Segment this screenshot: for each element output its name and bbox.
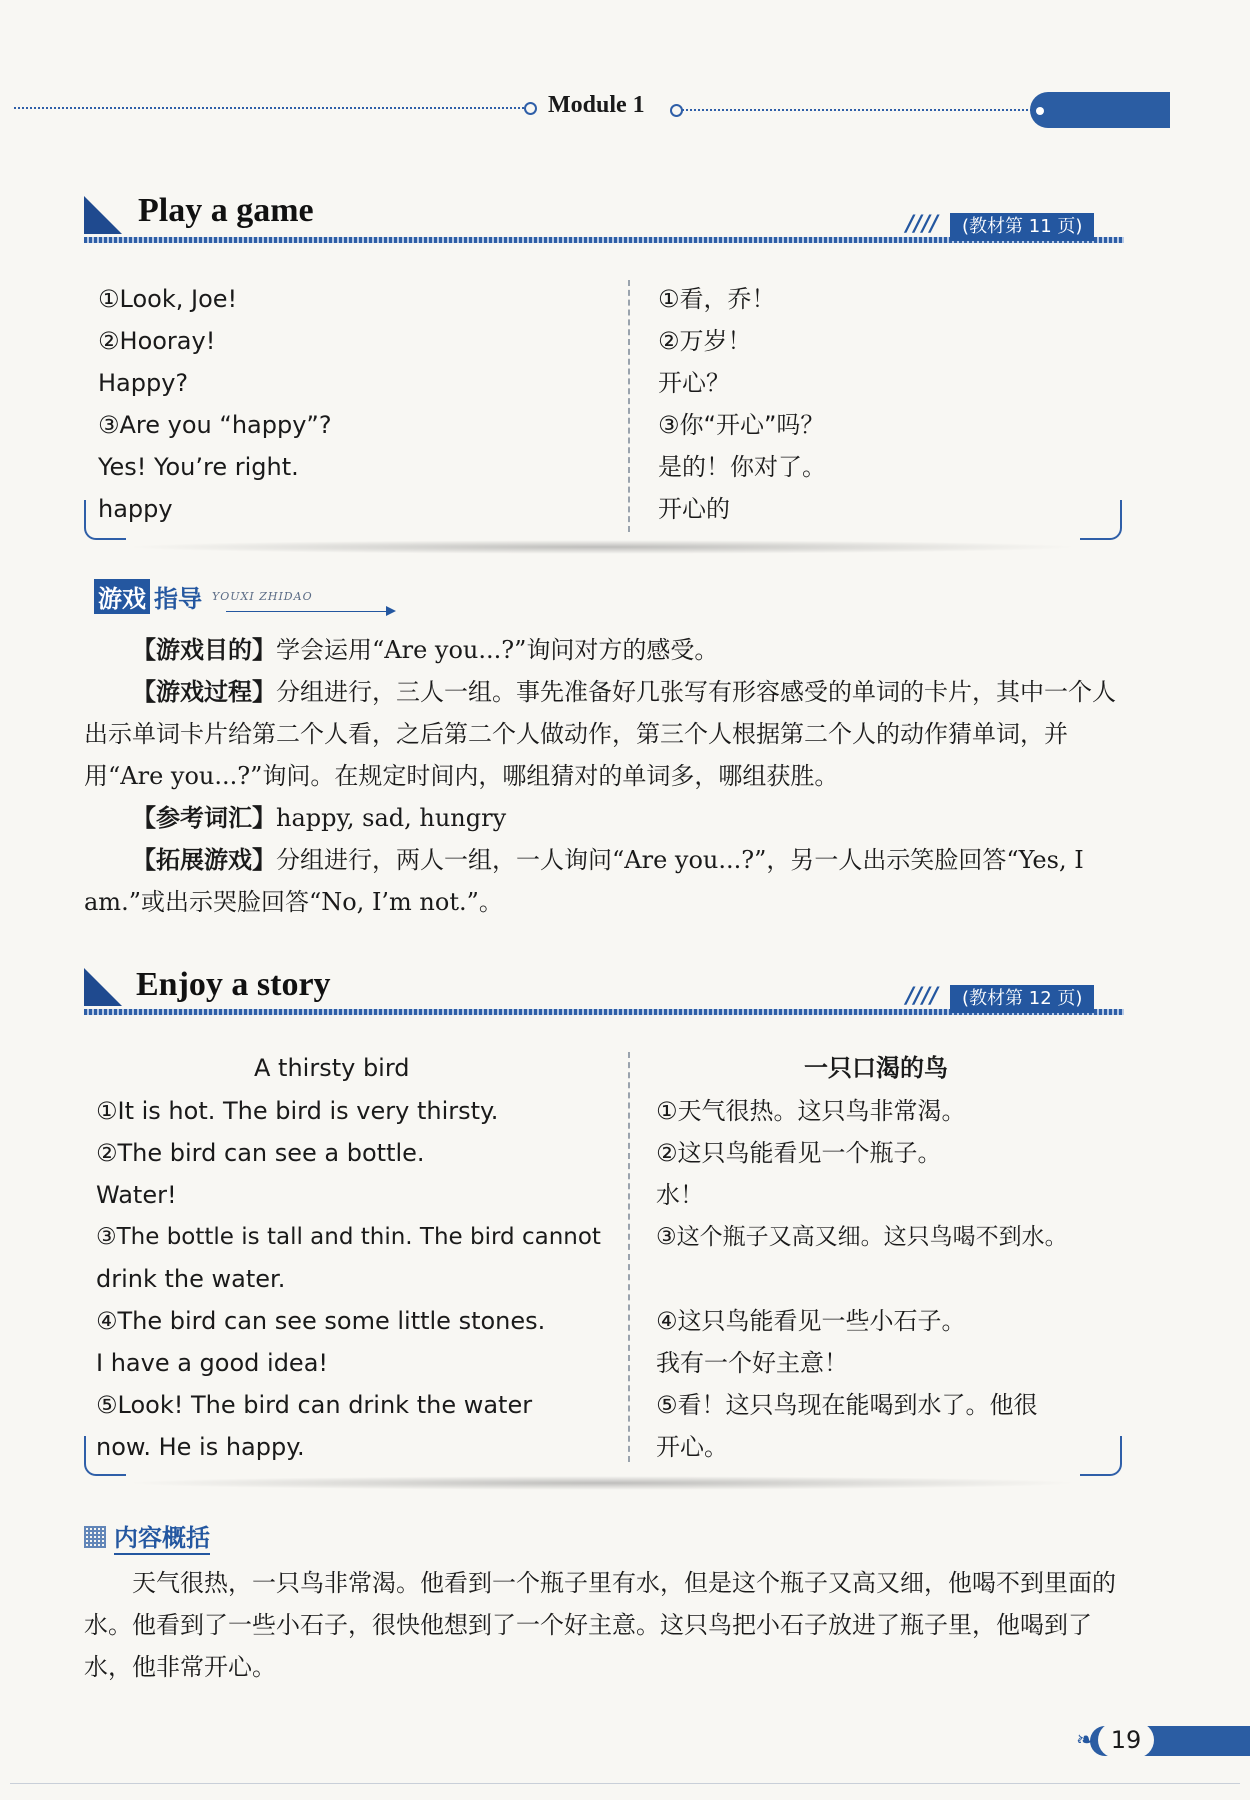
guide-extend-tag: 【拓展游戏】 <box>132 846 276 874</box>
story-line-zh: 开心。 <box>656 1433 728 1461</box>
story-line-zh: ②这只鸟能看见一个瓶子。 <box>656 1139 942 1167</box>
header-rule-right <box>682 109 1032 111</box>
dialogue-line-en: ③Are you “happy”? <box>98 411 332 439</box>
box-shadow <box>124 540 1080 554</box>
story-title-en: A thirsty bird <box>254 1054 410 1082</box>
summary-title: 内容概括 <box>114 1518 210 1555</box>
section-triangle-icon <box>84 196 122 234</box>
ref-slash-icon: //// <box>906 984 939 1009</box>
dialogue-line-zh: ③你“开心”吗？ <box>658 411 825 439</box>
module-title: Module 1 <box>548 92 645 118</box>
ref-slash-icon: //// <box>906 212 939 237</box>
story-line-en: ②The bird can see a bottle. <box>96 1139 425 1167</box>
story-line-zh: 我有一个好主意！ <box>656 1349 848 1377</box>
story-line-zh: 水！ <box>656 1181 704 1209</box>
header-rule-left <box>14 107 524 109</box>
guide-goal-text: 学会运用“Are you...?”询问对方的感受。 <box>276 636 719 664</box>
guide-goal <box>84 629 1124 671</box>
box-corner-right <box>1080 500 1122 540</box>
guide-process-text: 分组进行，三人一组。事先准备好几张写有形容感受的单词的卡片，其中一个人出示单词卡片给第二个人看，之后第二个人做动作，第三个人根据第二个人的动作猜单词，并用“Are you...?”询问。在规定时间内，哪组猜对的单词多，哪组获胜。 <box>84 678 1116 790</box>
guide-vocab <box>84 797 1124 839</box>
story-line-en: Water! <box>96 1181 177 1209</box>
guide-process <box>84 671 1124 797</box>
dialogue-line-en: ②Hooray! <box>98 327 216 355</box>
box-corner-right <box>1080 1436 1122 1476</box>
box-shadow <box>124 1476 1080 1490</box>
arrow-right-icon <box>386 606 396 616</box>
dialogue-line-zh: 是的！你对了。 <box>658 453 826 481</box>
textbook-ref-12: (教材第 12 页) <box>950 985 1094 1013</box>
guide-extend-text: 分组进行，两人一组，一人询问“Are you...?”，另一人出示笑脸回答“Yes, I am.”或出示哭脸回答“No, I’m not.”。 <box>84 846 1084 916</box>
summary-text: 天气很热，一只鸟非常渴。他看到一个瓶子里有水，但是这个瓶子又高又细，他喝不到里面的水。他看到了一些小石子，很快他想到了一个好主意。这只鸟把小石子放进了瓶子里，他喝到了水，他非常开心。 <box>84 1569 1116 1681</box>
leaf-icon: ❧ <box>1076 1728 1095 1753</box>
dialogue-line-zh: 开心？ <box>658 369 730 397</box>
textbook-ref-11: (教材第 11 页) <box>950 213 1094 241</box>
story-english <box>96 1090 601 1468</box>
play-game-english <box>98 278 332 530</box>
dialogue-line-zh: ①看，乔！ <box>658 285 776 313</box>
story-line-en: ①It is hot. The bird is very thirsty. <box>96 1097 499 1125</box>
story-line-en: now. He is happy. <box>96 1433 305 1461</box>
summary-heading <box>84 1518 210 1555</box>
dialogue-line-zh: 开心的 <box>658 495 730 523</box>
dialogue-line-en: Yes! You’re right. <box>98 453 299 481</box>
story-line-zh: ⑤看！这只鸟现在能喝到水了。他很 <box>656 1391 1038 1419</box>
guide-process-tag: 【游戏过程】 <box>132 678 276 706</box>
guide-extend <box>84 839 1124 923</box>
guide-body <box>84 629 1124 923</box>
story-line-zh: ①天气很热。这只鸟非常渴。 <box>656 1097 966 1125</box>
guide-vocab-tag: 【参考词汇】 <box>132 804 276 832</box>
dialogue-line-en: happy <box>98 495 173 523</box>
dialogue-line-en: ①Look, Joe! <box>98 285 238 313</box>
section-triangle-icon <box>84 968 122 1006</box>
story-title-zh: 一只口渴的鸟 <box>804 1054 948 1082</box>
page-number: 19 <box>1098 1722 1154 1758</box>
column-separator <box>628 1052 630 1462</box>
play-game-chinese <box>658 278 826 530</box>
guide-badge-part1: 游戏 <box>94 579 150 614</box>
story-line-en: ④The bird can see some little stones. <box>96 1307 546 1335</box>
story-line-en: drink the water. <box>96 1265 286 1293</box>
guide-vocab-text: happy, sad, hungry <box>276 804 507 832</box>
section-title-story: Enjoy a story <box>136 966 331 1003</box>
header-tab <box>1030 92 1170 128</box>
header-dot-left <box>524 102 537 115</box>
guide-goal-tag: 【游戏目的】 <box>132 636 276 664</box>
story-line-en: I have a good idea! <box>96 1349 329 1377</box>
story-chinese <box>656 1090 1068 1468</box>
footer-rule <box>10 1783 1240 1784</box>
story-line-zh: ④这只鸟能看见一些小石子。 <box>656 1307 966 1335</box>
guide-badge-pinyin: YOUXI ZHIDAO <box>212 589 313 603</box>
dialogue-line-en: Happy? <box>98 369 189 397</box>
guide-badge-part2: 指导 <box>154 584 202 613</box>
section-title-play-game: Play a game <box>138 192 314 229</box>
guide-badge <box>94 580 313 612</box>
guide-arrow-line <box>226 611 390 612</box>
story-line-zh <box>656 1258 1068 1300</box>
header-tab-dot-icon <box>1036 107 1044 115</box>
column-separator <box>628 280 630 532</box>
story-line-en: ⑤Look! The bird can drink the water <box>96 1391 533 1419</box>
grid-icon <box>84 1526 106 1548</box>
dialogue-line-zh: ②万岁！ <box>658 327 752 355</box>
story-line-zh: ③这个瓶子又高又细。这只鸟喝不到水。 <box>656 1224 1068 1250</box>
story-line-en: ③The bottle is tall and thin. The bird cannot <box>96 1224 601 1250</box>
